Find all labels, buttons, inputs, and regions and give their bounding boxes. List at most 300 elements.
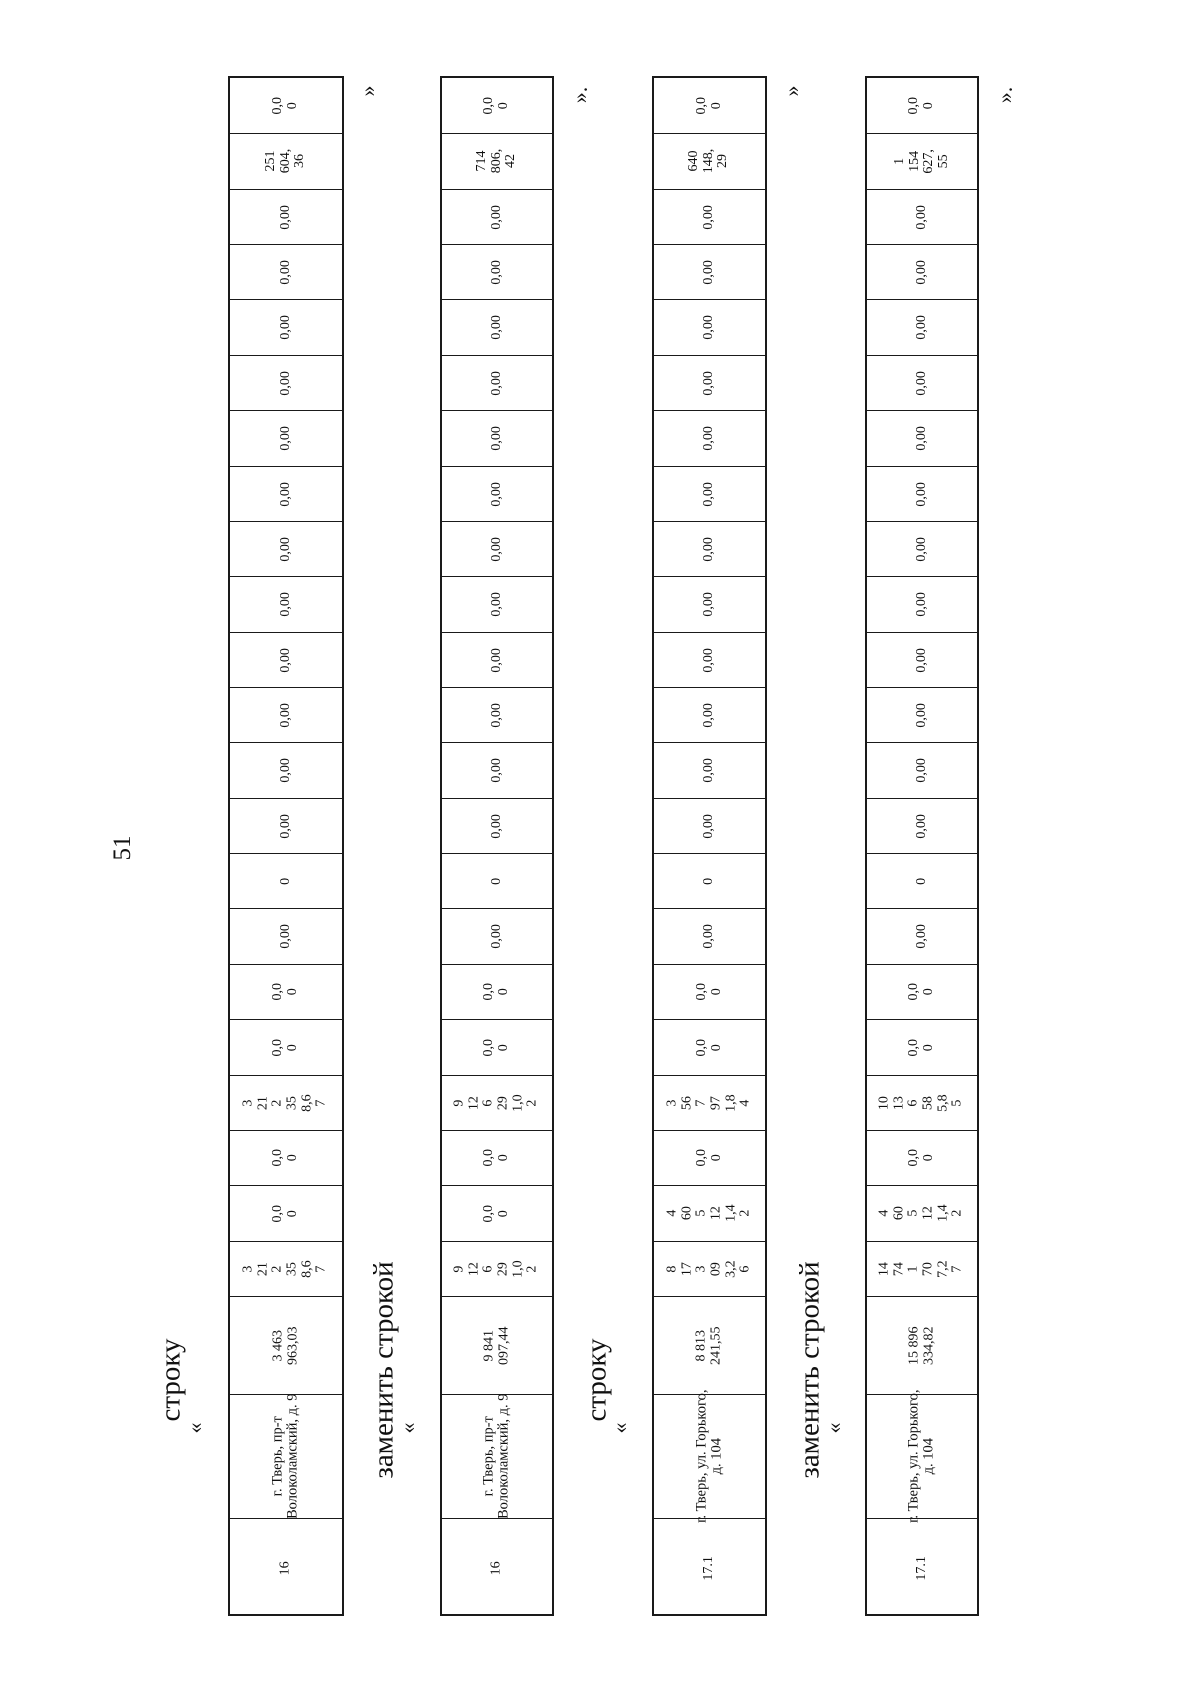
cell-box	[442, 1076, 552, 1130]
cell-text: 4 60 5 12 1,4 2	[876, 1204, 966, 1223]
cell-box	[867, 411, 977, 466]
cell-box	[442, 1131, 552, 1185]
cell-box	[442, 245, 552, 299]
cell-box	[442, 909, 552, 964]
cell-box	[230, 1519, 342, 1618]
value-cell	[230, 133, 342, 189]
cell-text: 0	[488, 877, 504, 885]
value-cell	[442, 1130, 552, 1185]
cell-text: 0	[913, 877, 929, 885]
value-cell	[654, 964, 765, 1019]
cell-box	[654, 799, 765, 853]
cell-text: 0,0 0	[481, 1038, 511, 1057]
cell-text: 0,00	[701, 647, 717, 673]
close-quote-mark: ».	[992, 86, 1017, 104]
cell-text: 0,0 0	[481, 96, 511, 115]
cell-text: 0,00	[701, 758, 717, 783]
cell-box	[230, 1076, 342, 1130]
cell-box	[654, 854, 765, 908]
cell-box	[230, 909, 342, 964]
cell-box	[442, 522, 552, 576]
cell-box	[442, 965, 552, 1019]
cell-box	[230, 854, 342, 908]
value-cell	[654, 742, 765, 798]
cell-box	[867, 1131, 977, 1185]
value-cell	[654, 908, 765, 964]
value-cell	[867, 521, 977, 576]
cell-text: г. Тверь, пр-т Волоколамский, д. 9	[480, 1393, 512, 1520]
cell-text: 0,00	[277, 536, 293, 562]
cell-text: 0,00	[488, 758, 504, 783]
cell-box	[230, 411, 342, 466]
value-cell	[654, 133, 765, 189]
cell-text: 14 74 1 70 7,2 7	[876, 1260, 966, 1278]
cell-box	[867, 909, 977, 964]
total-cost-cell	[230, 1296, 342, 1394]
total-cost-cell	[654, 1296, 765, 1394]
cell-text: 0,0 0	[481, 983, 511, 1001]
cell-box	[230, 1020, 342, 1075]
cell-box	[230, 1297, 342, 1394]
cell-text: 0,00	[488, 924, 504, 949]
cell-text: г. Тверь, ул. Горького, д. 104	[693, 1389, 725, 1524]
value-cell	[442, 1075, 552, 1130]
row-number-cell	[867, 1518, 977, 1618]
value-cell	[442, 853, 552, 908]
address-cell	[867, 1389, 977, 1524]
cell-box	[442, 190, 552, 244]
value-cell	[867, 632, 977, 687]
data-row-table	[652, 76, 767, 1616]
value-cell	[654, 299, 765, 355]
cell-box	[442, 411, 552, 466]
cell-text: 0,00	[277, 315, 293, 340]
value-cell	[442, 78, 552, 133]
cell-text: 0,00	[277, 924, 293, 949]
cell-box	[442, 1020, 552, 1075]
value-cell	[654, 521, 765, 576]
value-cell	[654, 355, 765, 410]
cell-box	[654, 1076, 765, 1130]
value-cell	[442, 576, 552, 632]
open-quote-mark: «	[607, 1422, 632, 1434]
cell-box	[867, 134, 977, 189]
cell-text: 0,00	[488, 813, 504, 839]
cell-box	[654, 1242, 765, 1296]
cell-text: 10 13 6 58 5,8 5	[876, 1094, 966, 1112]
value-cell	[654, 1130, 765, 1185]
value-cell	[230, 964, 342, 1019]
cell-box	[230, 78, 342, 133]
cell-text: 0,0 0	[270, 1204, 300, 1223]
cell-box	[442, 134, 552, 189]
cell-box	[654, 245, 765, 299]
value-cell	[230, 466, 342, 521]
value-cell	[442, 964, 552, 1019]
cell-text: 0,00	[913, 259, 929, 285]
cell-box	[442, 799, 552, 853]
cell-box	[654, 1389, 765, 1524]
cell-box	[230, 1186, 342, 1241]
cell-box	[654, 411, 765, 466]
data-row-table	[865, 76, 979, 1616]
cell-text: 0,00	[913, 702, 929, 728]
value-cell	[230, 244, 342, 299]
value-cell	[230, 576, 342, 632]
value-cell	[867, 742, 977, 798]
cell-box	[442, 1297, 552, 1394]
cell-box	[442, 577, 552, 632]
value-cell	[230, 189, 342, 244]
cell-text: 0,00	[913, 536, 929, 562]
cell-box	[867, 688, 977, 742]
value-cell	[230, 355, 342, 410]
value-cell	[867, 466, 977, 521]
cell-box	[867, 245, 977, 299]
value-cell	[442, 410, 552, 466]
cell-box	[867, 854, 977, 908]
cell-box	[654, 1186, 765, 1241]
value-cell	[230, 1019, 342, 1075]
cell-box	[230, 743, 342, 798]
cell-text: 9 12 6 29 1,0 2	[451, 1260, 541, 1278]
cell-text: 0,0 0	[906, 1038, 936, 1057]
cell-text: 8 813 241,55	[693, 1326, 724, 1365]
value-cell	[442, 908, 552, 964]
cell-text: г. Тверь, ул. Горького, д. 104	[905, 1389, 938, 1524]
cell-box	[230, 134, 342, 189]
cell-text: 0,0 0	[693, 1038, 724, 1057]
cell-box	[867, 1389, 977, 1524]
data-row-table	[228, 76, 344, 1616]
value-cell	[867, 410, 977, 466]
value-cell	[442, 1185, 552, 1241]
value-cell	[867, 1241, 977, 1296]
cell-text: 0,00	[701, 481, 717, 507]
page-number: 51	[109, 835, 136, 861]
cell-text: 0,00	[277, 702, 293, 728]
cell-text: 0,00	[488, 315, 504, 340]
cell-box	[230, 467, 342, 521]
value-cell	[442, 299, 552, 355]
amendment-label: строку	[580, 1338, 613, 1422]
cell-box	[654, 743, 765, 798]
cell-box	[867, 1076, 977, 1130]
cell-text: 0,00	[913, 592, 929, 617]
cell-text: 0,00	[913, 481, 929, 507]
cell-box	[654, 1519, 765, 1618]
cell-text: 0,00	[701, 426, 717, 451]
value-cell	[442, 798, 552, 853]
cell-text: 16	[488, 1561, 504, 1576]
value-cell	[230, 798, 342, 853]
cell-text: 16	[277, 1561, 293, 1576]
value-cell	[442, 133, 552, 189]
cell-box	[230, 190, 342, 244]
cell-box	[654, 134, 765, 189]
value-cell	[230, 78, 342, 133]
value-cell	[442, 466, 552, 521]
total-cost-cell	[867, 1296, 977, 1394]
cell-box	[654, 1020, 765, 1075]
cell-text: 0,00	[277, 426, 293, 451]
cell-box	[867, 190, 977, 244]
close-quote-mark: »	[355, 85, 380, 97]
cell-text: 9 12 6 29 1,0 2	[451, 1094, 541, 1112]
cell-text: 0,00	[701, 315, 717, 340]
value-cell	[867, 964, 977, 1019]
data-row-table	[440, 76, 554, 1616]
cell-text: 0,00	[277, 481, 293, 507]
cell-box	[230, 300, 342, 355]
cell-box	[442, 1186, 552, 1241]
cell-text: 640 148, 29	[686, 149, 731, 174]
value-cell	[442, 355, 552, 410]
cell-text: 0,0 0	[693, 96, 724, 115]
cell-text: 0,00	[701, 813, 717, 839]
amendment-label: заменить строкой	[793, 1261, 826, 1479]
value-cell	[867, 244, 977, 299]
value-cell	[654, 410, 765, 466]
cell-text: 1 154 627, 55	[891, 149, 951, 174]
cell-text: 0,00	[913, 370, 929, 396]
value-cell	[442, 632, 552, 687]
cell-box	[230, 356, 342, 410]
open-quote-mark: «	[182, 1422, 207, 1434]
value-cell	[867, 355, 977, 410]
cell-text: 3 56 7 97 1,8 4	[664, 1094, 753, 1112]
value-cell	[230, 410, 342, 466]
cell-text: 0	[277, 877, 293, 885]
cell-box	[230, 1131, 342, 1185]
cell-box	[442, 743, 552, 798]
cell-text: 4 60 5 12 1,4 2	[664, 1204, 753, 1223]
cell-text: 0,0 0	[906, 983, 936, 1001]
value-cell	[654, 853, 765, 908]
cell-box	[442, 1242, 552, 1296]
cell-box	[654, 688, 765, 742]
cell-text: 0,00	[488, 370, 504, 396]
cell-box	[442, 467, 552, 521]
value-cell	[442, 742, 552, 798]
cell-box	[867, 78, 977, 133]
value-cell	[442, 244, 552, 299]
cell-box	[867, 799, 977, 853]
value-cell	[867, 1130, 977, 1185]
value-cell	[654, 1185, 765, 1241]
cell-text: 0,00	[913, 758, 929, 783]
cell-text: 0,00	[277, 204, 293, 230]
cell-box	[230, 522, 342, 576]
cell-text: 0,00	[488, 426, 504, 451]
cell-box	[867, 633, 977, 687]
open-quote-mark: «	[821, 1422, 846, 1434]
open-quote-mark: «	[395, 1422, 420, 1434]
cell-text: 0,00	[913, 315, 929, 340]
cell-text: 0,00	[913, 813, 929, 839]
cell-text: 15 896 334,82	[906, 1326, 936, 1365]
value-cell	[442, 1019, 552, 1075]
value-cell	[654, 244, 765, 299]
cell-box	[654, 467, 765, 521]
cell-text: 0,0 0	[906, 96, 936, 115]
address-cell	[654, 1389, 765, 1524]
cell-box	[230, 577, 342, 632]
value-cell	[654, 78, 765, 133]
cell-box	[654, 522, 765, 576]
cell-text: 0,00	[488, 592, 504, 617]
cell-text: 0,0 0	[270, 1149, 300, 1167]
cell-box	[867, 1020, 977, 1075]
cell-box	[867, 577, 977, 632]
cell-box	[867, 356, 977, 410]
cell-box	[867, 522, 977, 576]
value-cell	[442, 1241, 552, 1296]
value-cell	[867, 1019, 977, 1075]
value-cell	[654, 1019, 765, 1075]
cell-box	[654, 965, 765, 1019]
cell-text: 251 604, 36	[262, 149, 308, 174]
cell-box	[230, 633, 342, 687]
cell-text: 0,00	[277, 259, 293, 285]
row-number-cell	[654, 1518, 765, 1618]
cell-text: 0	[701, 877, 717, 885]
value-cell	[654, 576, 765, 632]
value-cell	[442, 189, 552, 244]
value-cell	[230, 687, 342, 742]
cell-box	[867, 965, 977, 1019]
cell-box	[867, 467, 977, 521]
cell-text: 0,0 0	[693, 983, 724, 1001]
cell-text: 17.1	[913, 1556, 929, 1581]
cell-box	[230, 965, 342, 1019]
value-cell	[230, 299, 342, 355]
cell-text: 0,00	[701, 702, 717, 728]
cell-text: 0,00	[913, 204, 929, 230]
value-cell	[654, 466, 765, 521]
cell-text: 0,00	[701, 204, 717, 230]
value-cell	[230, 742, 342, 798]
value-cell	[867, 189, 977, 244]
value-cell	[654, 798, 765, 853]
value-cell	[654, 1075, 765, 1130]
total-cost-cell	[442, 1296, 552, 1394]
value-cell	[230, 632, 342, 687]
cell-box	[442, 854, 552, 908]
cell-text: 0,0 0	[481, 1204, 511, 1223]
value-cell	[654, 1241, 765, 1296]
value-cell	[867, 798, 977, 853]
cell-text: 0,00	[277, 592, 293, 617]
cell-box	[654, 1131, 765, 1185]
cell-box	[654, 1297, 765, 1394]
cell-box	[654, 190, 765, 244]
cell-text: 714 806, 42	[473, 149, 519, 174]
value-cell	[654, 189, 765, 244]
cell-box	[867, 300, 977, 355]
cell-text: 0,0 0	[270, 983, 300, 1001]
value-cell	[867, 1075, 977, 1130]
cell-box	[867, 1242, 977, 1296]
close-quote-mark: ».	[567, 86, 592, 104]
row-number-cell	[230, 1518, 342, 1618]
value-cell	[230, 521, 342, 576]
cell-box	[654, 300, 765, 355]
close-quote-mark: »	[779, 85, 804, 97]
value-cell	[867, 853, 977, 908]
cell-text: 17.1	[701, 1556, 717, 1581]
value-cell	[867, 1185, 977, 1241]
cell-text: 0,00	[488, 702, 504, 728]
cell-text: 0,00	[701, 259, 717, 285]
cell-box	[230, 688, 342, 742]
cell-text: 0,00	[277, 647, 293, 673]
cell-text: 0,0 0	[270, 1038, 300, 1057]
cell-box	[442, 1395, 552, 1518]
value-cell	[230, 908, 342, 964]
cell-text: 0,0 0	[906, 1149, 936, 1167]
value-cell	[867, 133, 977, 189]
cell-text: 3 21 2 35 8,6 7	[240, 1260, 330, 1278]
address-cell	[442, 1394, 552, 1518]
cell-box	[442, 1519, 552, 1618]
amendment-label: строку	[154, 1338, 187, 1422]
cell-box	[867, 743, 977, 798]
cell-text: 3 463 963,03	[270, 1326, 300, 1365]
value-cell	[230, 1075, 342, 1130]
cell-box	[230, 245, 342, 299]
cell-text: 0,00	[488, 259, 504, 285]
cell-box	[230, 799, 342, 853]
cell-text: 0,0 0	[270, 96, 300, 115]
cell-box	[654, 909, 765, 964]
cell-text: 9 841 097,44	[481, 1326, 511, 1365]
value-cell	[230, 1130, 342, 1185]
value-cell	[230, 1241, 342, 1296]
amendment-label: заменить строкой	[367, 1261, 400, 1479]
cell-text: 0,00	[277, 813, 293, 839]
cell-text: 0,0 0	[693, 1149, 724, 1167]
cell-box	[442, 300, 552, 355]
cell-text: 0,00	[913, 426, 929, 451]
address-cell	[230, 1394, 342, 1518]
cell-box	[442, 633, 552, 687]
value-cell	[867, 687, 977, 742]
cell-text: 0,00	[701, 536, 717, 562]
cell-box	[867, 1297, 977, 1394]
cell-box	[654, 633, 765, 687]
value-cell	[654, 632, 765, 687]
cell-text: 0,00	[488, 536, 504, 562]
value-cell	[867, 576, 977, 632]
cell-box	[230, 1395, 342, 1518]
cell-text: 0,00	[913, 647, 929, 673]
cell-box	[654, 577, 765, 632]
value-cell	[867, 78, 977, 133]
cell-text: 0,0 0	[481, 1149, 511, 1167]
cell-box	[867, 1186, 977, 1241]
cell-box	[442, 688, 552, 742]
cell-box	[654, 78, 765, 133]
value-cell	[230, 1185, 342, 1241]
value-cell	[230, 853, 342, 908]
row-number-cell	[442, 1518, 552, 1618]
cell-box	[654, 356, 765, 410]
cell-box	[442, 356, 552, 410]
cell-box	[442, 78, 552, 133]
cell-text: 0,00	[701, 924, 717, 949]
cell-text: 3 21 2 35 8,6 7	[240, 1094, 330, 1112]
